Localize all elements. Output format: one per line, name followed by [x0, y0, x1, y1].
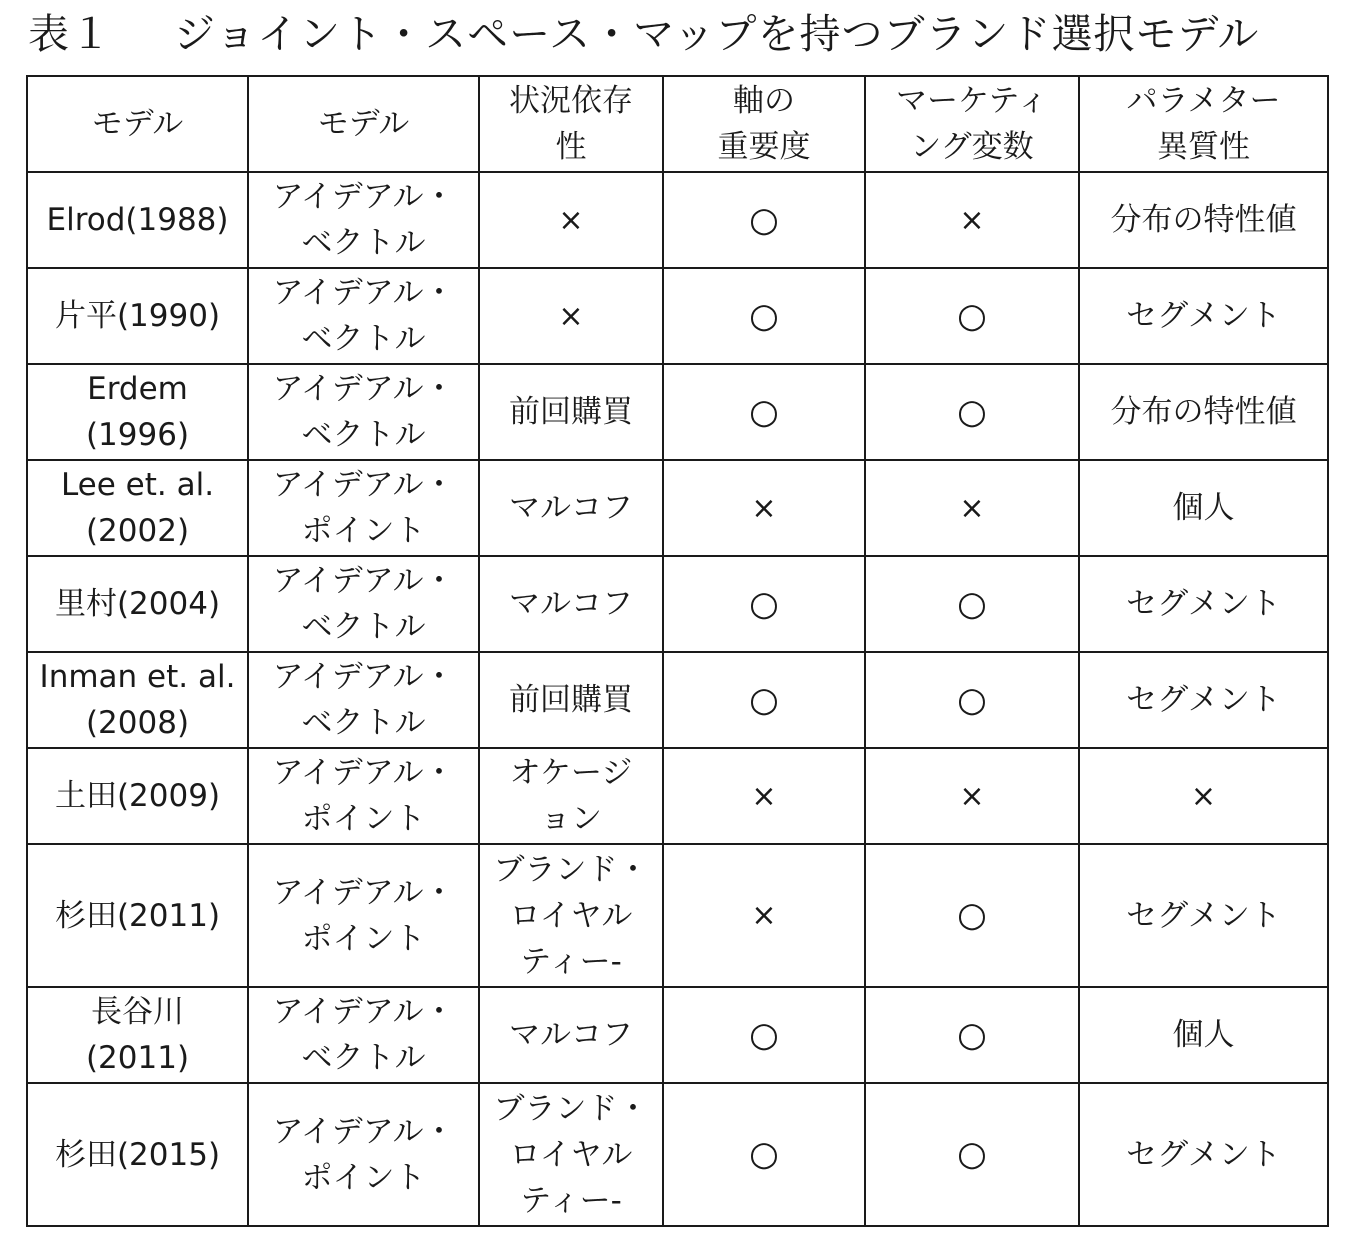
circle-mark: ○: [957, 295, 987, 336]
situation-dependency-cell-line: 前回購買: [509, 394, 633, 430]
circle-mark: ○: [749, 199, 779, 240]
axis-importance-cell: [663, 844, 865, 987]
situation-dependency-cell: [479, 460, 663, 556]
model-type-cell-line: ベクトル: [301, 417, 426, 453]
model-type-cell-line: ベクトル: [301, 321, 426, 357]
situation-dependency-cell-line: ロイヤル: [509, 897, 633, 934]
study-cell: [27, 652, 248, 748]
table-row: [27, 364, 1328, 460]
parameter-heterogeneity-cell: [1079, 268, 1328, 364]
study-cell: [27, 460, 248, 556]
header-situation-dependency-line: 性: [555, 129, 587, 165]
header-situation-dependency: [479, 76, 663, 172]
situation-dependency-cell-line: ロイヤル: [509, 1136, 633, 1173]
model-type-cell: [248, 172, 479, 268]
model-type-cell-line: ベクトル: [301, 225, 426, 261]
circle-mark: ○: [749, 391, 779, 432]
model-type-cell-line: アイデアル・: [272, 659, 455, 695]
table-caption: [28, 6, 1259, 62]
brand-choice-model-table: [26, 75, 1329, 1227]
header-parameter-heterogeneity-line: パラメター: [1126, 83, 1281, 119]
study-cell: [27, 172, 248, 268]
model-type-cell: [248, 748, 479, 844]
parameter-heterogeneity-cell-line: 個人: [1172, 490, 1235, 526]
model-type-cell: [248, 268, 479, 364]
header-marketing-variables-line: マーケティ: [896, 83, 1048, 119]
study-cell-line: 長谷川: [91, 994, 184, 1030]
cross-mark: ×: [558, 298, 584, 334]
table-row: [27, 652, 1328, 748]
parameter-heterogeneity-cell-line: セグメント: [1126, 1136, 1281, 1173]
circle-mark: ○: [957, 1134, 987, 1174]
marketing-variables-cell: [865, 652, 1079, 748]
circle-mark: ○: [957, 679, 987, 720]
situation-dependency-cell-line: ティー-: [520, 943, 622, 980]
study-cell-line: 片平(1990): [54, 298, 221, 334]
model-type-cell-line: アイデアル・: [272, 275, 455, 311]
study-cell: [27, 748, 248, 844]
table-row: [27, 172, 1328, 268]
study-cell-line: (2002): [85, 513, 190, 549]
situation-dependency-cell: [479, 844, 663, 987]
situation-dependency-cell: [479, 987, 663, 1083]
circle-mark: ○: [749, 583, 779, 624]
parameter-heterogeneity-cell-line: セグメント: [1126, 298, 1281, 334]
axis-importance-cell: [663, 987, 865, 1083]
study-cell-line: Elrod(1988): [46, 202, 229, 238]
situation-dependency-cell-line: オケージ: [509, 755, 633, 791]
model-type-cell: [248, 652, 479, 748]
axis-importance-cell: [663, 460, 865, 556]
header-row: [27, 76, 1328, 172]
table-row: [27, 268, 1328, 364]
axis-importance-cell: [663, 1083, 865, 1226]
header-model-line: モデル: [317, 106, 410, 142]
situation-dependency-cell: [479, 1083, 663, 1226]
axis-importance-cell: [663, 172, 865, 268]
marketing-variables-cell: [865, 748, 1079, 844]
marketing-variables-cell: [865, 844, 1079, 987]
study-cell: [27, 1083, 248, 1226]
marketing-variables-cell: [865, 460, 1079, 556]
model-type-cell: [248, 364, 479, 460]
situation-dependency-cell-line: ティー-: [520, 1182, 622, 1219]
marketing-variables-cell: [865, 556, 1079, 652]
marketing-variables-cell: [865, 172, 1079, 268]
header-axis-importance: [663, 76, 865, 172]
table-row: [27, 844, 1328, 987]
parameter-heterogeneity-cell-line: セグメント: [1126, 682, 1281, 718]
table-title: ジョイント・スペース・マップを持つブランド選択モデル: [174, 10, 1260, 58]
study-cell: [27, 844, 248, 987]
situation-dependency-cell: [479, 556, 663, 652]
table-row: [27, 987, 1328, 1083]
situation-dependency-cell: [479, 172, 663, 268]
model-type-cell-line: アイデアル・: [272, 563, 455, 599]
axis-importance-cell: [663, 364, 865, 460]
circle-mark: ○: [749, 1014, 779, 1055]
study-cell-line: (2011): [85, 1040, 190, 1076]
marketing-variables-cell: [865, 364, 1079, 460]
cross-mark: ×: [751, 490, 777, 526]
situation-dependency-cell-line: マルコフ: [509, 1017, 633, 1053]
study-cell-line: Erdem: [87, 371, 188, 407]
cross-mark: ×: [751, 898, 777, 933]
marketing-variables-cell: [865, 268, 1079, 364]
cross-mark: ×: [959, 490, 985, 526]
marketing-variables-cell: [865, 987, 1079, 1083]
situation-dependency-cell-line: マルコフ: [509, 586, 633, 622]
header-model: [248, 76, 479, 172]
model-type-cell-line: ベクトル: [301, 705, 426, 741]
study-cell-line: 里村(2004): [54, 586, 221, 622]
header-study-line: モデル: [91, 106, 184, 142]
parameter-heterogeneity-cell-line: セグメント: [1126, 586, 1281, 622]
cross-mark: ×: [558, 202, 584, 238]
parameter-heterogeneity-cell: [1079, 172, 1328, 268]
study-cell: [27, 268, 248, 364]
parameter-heterogeneity-cell: [1079, 1083, 1328, 1226]
study-cell: [27, 987, 248, 1083]
header-situation-dependency-line: 状況依存: [509, 83, 633, 119]
header-study: [27, 76, 248, 172]
parameter-heterogeneity-cell: [1079, 556, 1328, 652]
situation-dependency-cell-line: ブランド・: [493, 1090, 649, 1127]
study-cell: [27, 556, 248, 652]
situation-dependency-cell: [479, 364, 663, 460]
parameter-heterogeneity-cell: [1079, 748, 1328, 844]
study-cell-line: 土田(2009): [54, 778, 221, 814]
axis-importance-cell: [663, 748, 865, 844]
situation-dependency-cell: [479, 268, 663, 364]
table-row: [27, 556, 1328, 652]
table-row: [27, 1083, 1328, 1226]
parameter-heterogeneity-cell: [1079, 844, 1328, 987]
model-type-cell-line: アイデアル・: [272, 755, 455, 791]
table-row: [27, 460, 1328, 556]
model-type-cell: [248, 844, 479, 987]
circle-mark: ○: [749, 679, 779, 720]
situation-dependency-cell-line: ョン: [540, 801, 602, 837]
model-type-cell-line: ポイント: [301, 801, 426, 837]
circle-mark: ○: [957, 391, 987, 432]
header-marketing-variables-line: ング変数: [910, 129, 1034, 165]
parameter-heterogeneity-cell-line: 分布の特性値: [1110, 202, 1297, 238]
cross-mark: ×: [959, 778, 985, 814]
circle-mark: ○: [957, 583, 987, 624]
study-cell-line: Inman et. al.: [39, 659, 236, 695]
axis-importance-cell: [663, 268, 865, 364]
model-type-cell: [248, 1083, 479, 1226]
study-cell-line: (1996): [85, 417, 190, 453]
model-type-cell-line: アイデアル・: [272, 994, 455, 1030]
situation-dependency-cell: [479, 652, 663, 748]
situation-dependency-cell-line: 前回購買: [509, 682, 633, 718]
parameter-heterogeneity-cell-line: セグメント: [1126, 897, 1281, 934]
model-type-cell-line: ポイント: [301, 920, 426, 957]
parameter-heterogeneity-cell-line: 分布の特性値: [1110, 394, 1297, 430]
situation-dependency-cell-line: マルコフ: [509, 490, 633, 526]
axis-importance-cell: [663, 556, 865, 652]
cross-mark: ×: [751, 778, 777, 814]
model-type-cell-line: ベクトル: [301, 1040, 426, 1076]
model-type-cell-line: アイデアル・: [272, 1113, 455, 1150]
parameter-heterogeneity-cell: [1079, 987, 1328, 1083]
parameter-heterogeneity-cell: [1079, 364, 1328, 460]
header-axis-importance-line: 重要度: [717, 129, 811, 165]
model-type-cell-line: アイデアル・: [272, 179, 455, 215]
study-cell-line: (2008): [85, 705, 190, 741]
axis-importance-cell: [663, 652, 865, 748]
model-type-cell: [248, 460, 479, 556]
circle-mark: ○: [957, 895, 987, 935]
header-marketing-variables: [865, 76, 1079, 172]
study-cell-line: 杉田(2015): [54, 1136, 221, 1173]
study-cell-line: 杉田(2011): [54, 897, 221, 934]
model-type-cell: [248, 556, 479, 652]
model-type-cell-line: ポイント: [301, 513, 426, 549]
header-parameter-heterogeneity: [1079, 76, 1328, 172]
model-type-cell-line: ポイント: [301, 1159, 426, 1196]
cross-mark: ×: [959, 202, 985, 238]
model-type-cell-line: アイデアル・: [272, 874, 455, 911]
situation-dependency-cell-line: ブランド・: [493, 851, 649, 888]
study-cell-line: Lee et. al.: [60, 467, 215, 503]
study-cell: [27, 364, 248, 460]
circle-mark: ○: [957, 1014, 987, 1055]
circle-mark: ○: [749, 295, 779, 336]
parameter-heterogeneity-cell: [1079, 652, 1328, 748]
model-type-cell-line: ベクトル: [301, 609, 426, 645]
model-type-cell-line: アイデアル・: [272, 371, 455, 407]
circle-mark: ○: [749, 1134, 779, 1174]
model-type-cell: [248, 987, 479, 1083]
parameter-heterogeneity-cell-line: 個人: [1172, 1017, 1235, 1053]
table-row: [27, 748, 1328, 844]
parameter-heterogeneity-cell: [1079, 460, 1328, 556]
situation-dependency-cell: [479, 748, 663, 844]
marketing-variables-cell: [865, 1083, 1079, 1226]
cross-mark: ×: [1190, 778, 1217, 814]
header-parameter-heterogeneity-line: 異質性: [1157, 129, 1250, 165]
table-number: 表１: [28, 10, 112, 58]
header-axis-importance-line: 軸の: [733, 83, 795, 119]
model-type-cell-line: アイデアル・: [272, 467, 455, 503]
